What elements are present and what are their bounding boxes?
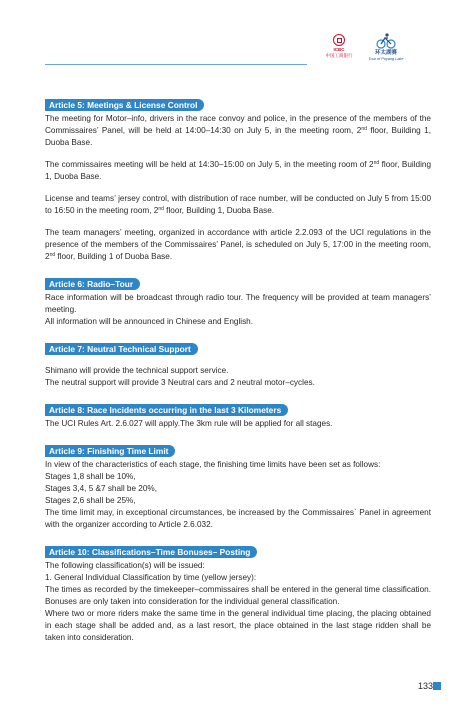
article-10-paragraph-1: The following classification(s) will be issued: [45,561,205,570]
article-10-paragraph-2: 1. General Individual Classification by time (yellow jersey): [45,573,257,582]
article-7-paragraph-1: Shimano will provide the technical support service. [45,366,229,375]
article-6 [45,274,431,328]
header-rule [45,64,307,65]
page-header [0,0,476,75]
article-7-paragraph-2: The neutral support will provide 3 Neutral cars and 2 neutral motor–cycles. [45,378,315,387]
article-5-paragraph-1: The meeting for Motor–info, drivers in the race convoy and police, in the presence of the members of the Commissaires’ Panel, will be held at 14:00–14:30 on July 5, in the meeting room, 2nd floor, Building 1, Duoba Base. [45,114,431,147]
article-10-heading: Article 10: Classifications–Time Bonuses– Posting [45,546,257,558]
article-6-paragraph-2: All information will be announced in Chinese and English. [45,317,253,326]
article-8-paragraph-1: The UCI Rules Art. 2.6.027 will apply.The 3km rule will be applied for all stages. [45,419,333,428]
article-9-heading: Article 9: Finishing Time Limit [45,445,175,457]
article-6-heading: Article 6: Radio–Tour [45,278,140,290]
article-9-paragraph-3: Stages 3,4, 5 &7 shall be 20%, [45,484,157,493]
tour-logo-name: 环太湖赛 [374,50,397,56]
icbc-logo-icon [333,34,345,46]
icbc-logo-name: ICBC [333,47,345,52]
page-number: 133 [418,681,434,691]
tour-logo-subname: Tour of Poyang Lake [368,57,404,61]
article-5-heading: Article 5: Meetings & License Control [45,99,204,111]
article-5-paragraph-3: License and teams’ jersey control, with distribution of race number, will be conducted on July 5 from 15:00 to 16:50 in the meeting room, 2nd floor, Building 1, Duoba Base. [45,194,431,215]
article-10-paragraph-4: Where two or more riders make the same time in the general individual time placing, the placing obtained in each stage shall be added and, as a last resort, the place obtained in the last stage ridden shall be taken into consideration. [45,609,431,642]
article-8 [45,400,431,430]
icbc-logo [323,34,355,64]
page-number-marker [433,682,441,690]
article-10 [45,542,431,644]
article-10-paragraph-3: The times as recorded by the timekeeper–commissaires shall be entered in the general time classification. Bonuses are only taken into consideration for the individual general classification. [45,585,431,606]
article-9-paragraph-2: Stages 1,8 shall be 10%, [45,472,136,481]
article-6-paragraph-1: Race information will be broadcast through radio tour. The frequency will be provided at team managers’ meeting. [45,293,431,314]
article-5-paragraph-4: The team managers’ meeting, organized in accordance with article 2.2.093 of the UCI regulations in the presence of the members of the Commissaires’ Panel, is scheduled on July 5, 17:00 in the meeting room, 2nd floor, Building 1 of Duoba Base. [45,228,431,261]
article-7-heading: Article 7: Neutral Technical Support [45,343,198,355]
article-5 [45,95,431,263]
article-5-paragraph-2: The commissaires meeting will be held at 14:30–15:00 on July 5, in the meeting room of 2nd floor, Building 1, Duoba Base. [45,160,432,181]
article-8-heading: Article 8: Race Incidents occurring in the last 3 Kilometers [45,404,288,416]
document-body [45,95,431,655]
tour-logo [361,32,411,66]
article-7 [45,339,431,389]
article-9 [45,441,431,531]
article-9-paragraph-1: In view of the characteristics of each stage, the finishing time limits have been set as follows: [45,460,381,469]
icbc-logo-subname: 中国工商银行 [325,53,353,58]
cyclist-logo-icon [375,32,397,50]
article-9-paragraph-4: Stages 2,6 shall be 25%, [45,496,136,505]
article-9-paragraph-5: The time limit may, in exceptional circumstances, be increased by the Commissaires` Panel in agreement with the organizer according to Article 2.6.032. [45,508,431,529]
